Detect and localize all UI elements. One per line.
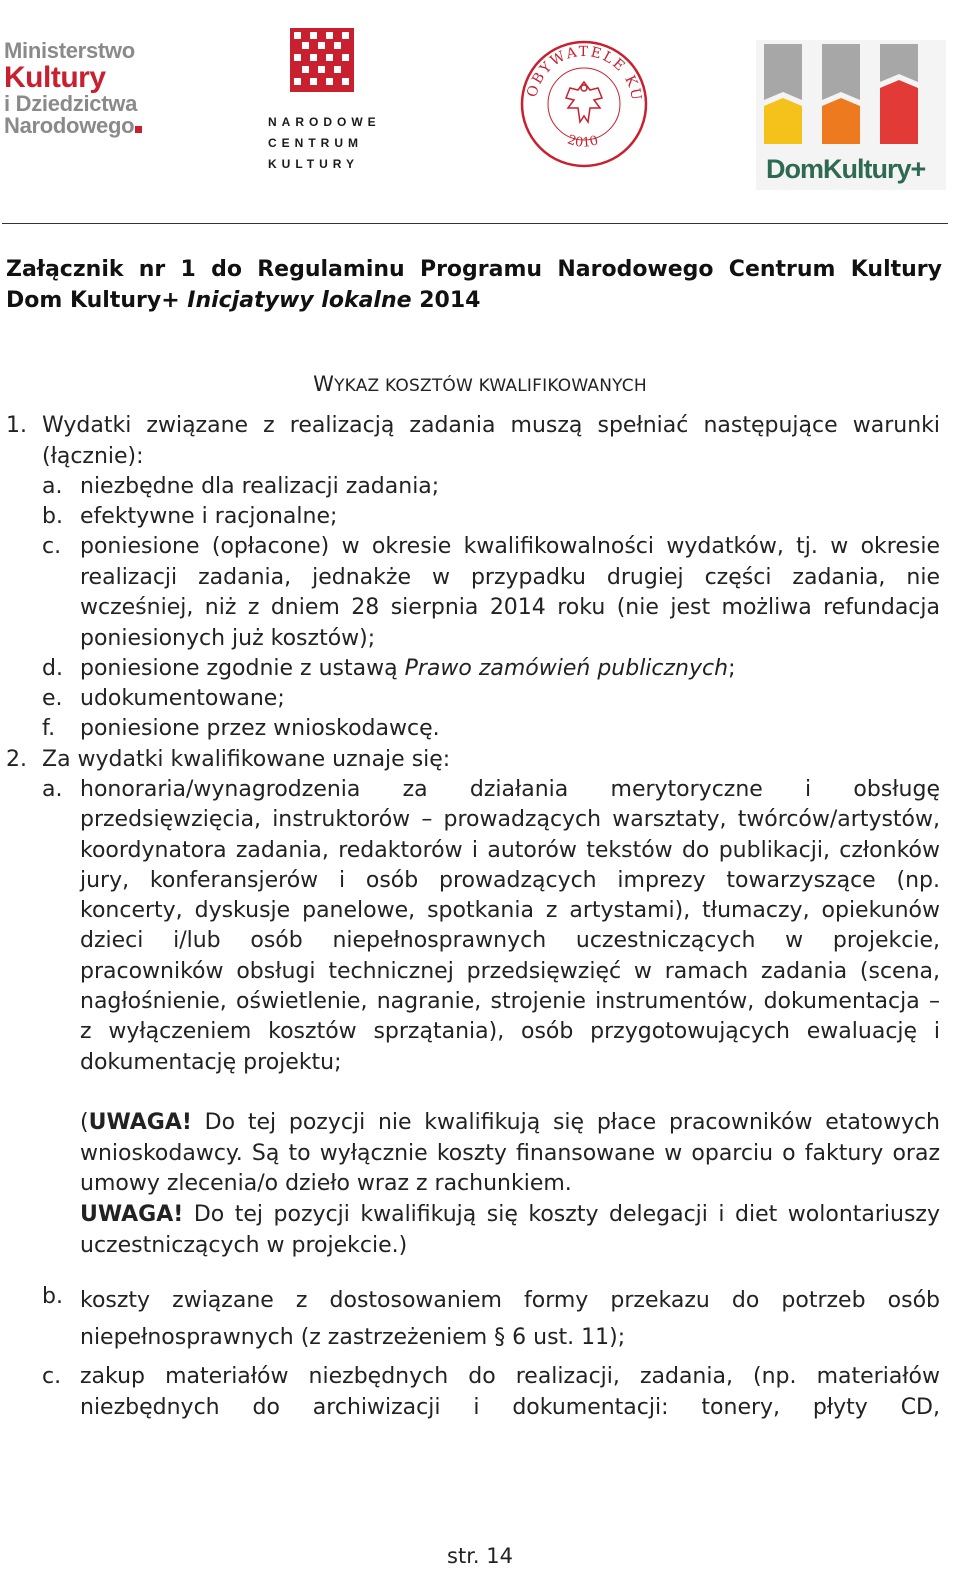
item-1d-text-part1: poniesione zgodnie z ustawą (80, 656, 405, 681)
title-part-year: 2014 (411, 288, 481, 313)
item-1d-text-italic: Prawo zamówień publicznych (404, 656, 729, 681)
page-number: str. 14 (447, 1544, 513, 1568)
logo-obywatele-kultury-seal (518, 38, 650, 170)
title-part-italic: Inicjatywy lokalne (187, 288, 412, 313)
logo-mkidn-dot (135, 126, 142, 133)
item-number-2: 2. (6, 747, 27, 772)
note-1 (80, 1108, 940, 1200)
domkultury-wordmark: DomKultury+ (766, 154, 926, 184)
document-title (6, 254, 942, 316)
domkultury-bars-icon (756, 40, 946, 150)
item-number-1: 1. (6, 413, 27, 438)
item-1b-text: efektywne i racjonalne; (80, 504, 338, 529)
note-2-warning: UWAGA! (80, 1202, 184, 1227)
title-part-1: Załącznik nr 1 do Regulaminu Programu Narodowego Centrum Kultury Dom Kultury+ (6, 257, 942, 313)
item-2c-text: zakup materiałów niezbędnych do realizacji, zadania, (np. materiałów niezbędnych do archiwizacji i dokumentacji: tonery, płyty CD, (80, 1364, 940, 1420)
item-1c-text: poniesione (opłacone) w okresie kwalifikowalności wydatków, tj. w okresie realizacji zadania, jednakże w przypadku drugiej części zadania, nie wcześniej, niż z dniem 28 sierpnia 2014 roku (nie jest możliwa refundacja poniesionych już kosztów); (80, 534, 940, 651)
item-1b-label: b. (42, 504, 63, 529)
eagle-icon (566, 82, 602, 122)
logo-narodowe-centrum-kultury (268, 28, 388, 175)
logo-mkidn-line2: Kultury (4, 61, 106, 94)
item-1-text: Wydatki związane z realizacją zadania muszą spełniać następujące warunki (łącznie): (42, 413, 940, 469)
item-2a-label: a. (42, 777, 63, 802)
item-1e-label: e. (42, 686, 63, 711)
item-2b-text: koszty związane z dostosowaniem formy przekazu do potrzeb osób niepełnosprawnych (z zastrzeżeniem § 6 ust. 11); (80, 1288, 940, 1350)
logo-domkultury-plus (756, 40, 946, 190)
item-2c-label: c. (42, 1364, 62, 1389)
nck-wordmark (268, 112, 388, 175)
item-1e-text: udokumentowane; (80, 686, 285, 711)
note-2 (80, 1200, 940, 1261)
item-1f-label: f. (42, 716, 56, 741)
svg-text:OBYWATELE KULTURY (518, 38, 644, 103)
note-2-text: Do tej pozycji kwalifikują się koszty delegacji i diet wolontariuszy uczestniczących w projekcie.) (80, 1202, 940, 1258)
nck-line3: KULTURY (268, 157, 359, 171)
section-heading (0, 372, 960, 396)
seal-year: 2010 (565, 132, 601, 151)
logo-ministerstwo-kultury (4, 40, 174, 137)
item-1d-text-part3: ; (728, 656, 736, 681)
item-1d-text (80, 654, 940, 685)
item-1a-text: niezbędne dla realizacji zadania; (80, 474, 440, 499)
nck-line1: NARODOWE (268, 115, 381, 129)
heading-initial: W (313, 372, 335, 396)
nck-mark-icon (290, 28, 354, 92)
logo-mkidn-line4 (4, 115, 174, 137)
nck-line2: CENTRUM (268, 136, 363, 150)
logo-mkidn-line1: Ministerstwo (4, 38, 135, 63)
note-1-paren: ( (80, 1110, 89, 1135)
heading-rest: YKAZ KOSZTÓW KWALIFIKOWANYCH (334, 376, 647, 396)
item-2-text: Za wydatki kwalifikowane uznaje się: (42, 747, 451, 772)
logo-mkidn-line3: i Dziedzictwa (4, 91, 138, 116)
header-divider (2, 223, 948, 224)
item-1f-text: poniesione przez wnioskodawcę. (80, 716, 440, 741)
note-1-text: Do tej pozycji nie kwalifikują się płace pracowników etatowych wnioskodawcy. Są to wyłącznie koszty finansowane w oparciu o faktury oraz umowy zlecenia/o dzieło wraz z rachunkiem. (80, 1110, 940, 1196)
item-1a-label: a. (42, 474, 63, 499)
seal-arc-text: OBYWATELE KU (524, 43, 645, 104)
item-2b-label: b. (42, 1284, 63, 1309)
seal-icon (518, 38, 650, 170)
logo-mkidn-line4-text: Narodowego (4, 113, 135, 138)
note-1-warning: UWAGA! (88, 1110, 192, 1135)
item-1d-label: d. (42, 656, 63, 681)
item-1c-label: c. (42, 534, 62, 559)
svg-text:2010 (565, 132, 600, 150)
item-2a-text: honoraria/wynagrodzenia za działania merytoryczne i obsługę przedsięwzięcia, instruktorów – prowadzących warsztaty, twórców/artystów, koordynatora zadania, redaktorów i autorów tekstów do publikacji, członków jury, konferansjerów i osób prowadzących imprezy towarzyszące (np. koncerty, dyskusje panelowe, spotkania z artystami), tłumaczy, opiekunów dzieci i/lub osób niepełnosprawnych uczestniczących w projekcie, pracowników obsługi technicznej przedsięwzięć w ramach zadania (scena, nagłośnienie, oświetlenie, nagranie, strojenie instrumentów, dokumentacja – z wyłączeniem kosztów sprzątania), osób przygotowujących ewaluację i dokumentację projektu; (80, 777, 940, 1075)
